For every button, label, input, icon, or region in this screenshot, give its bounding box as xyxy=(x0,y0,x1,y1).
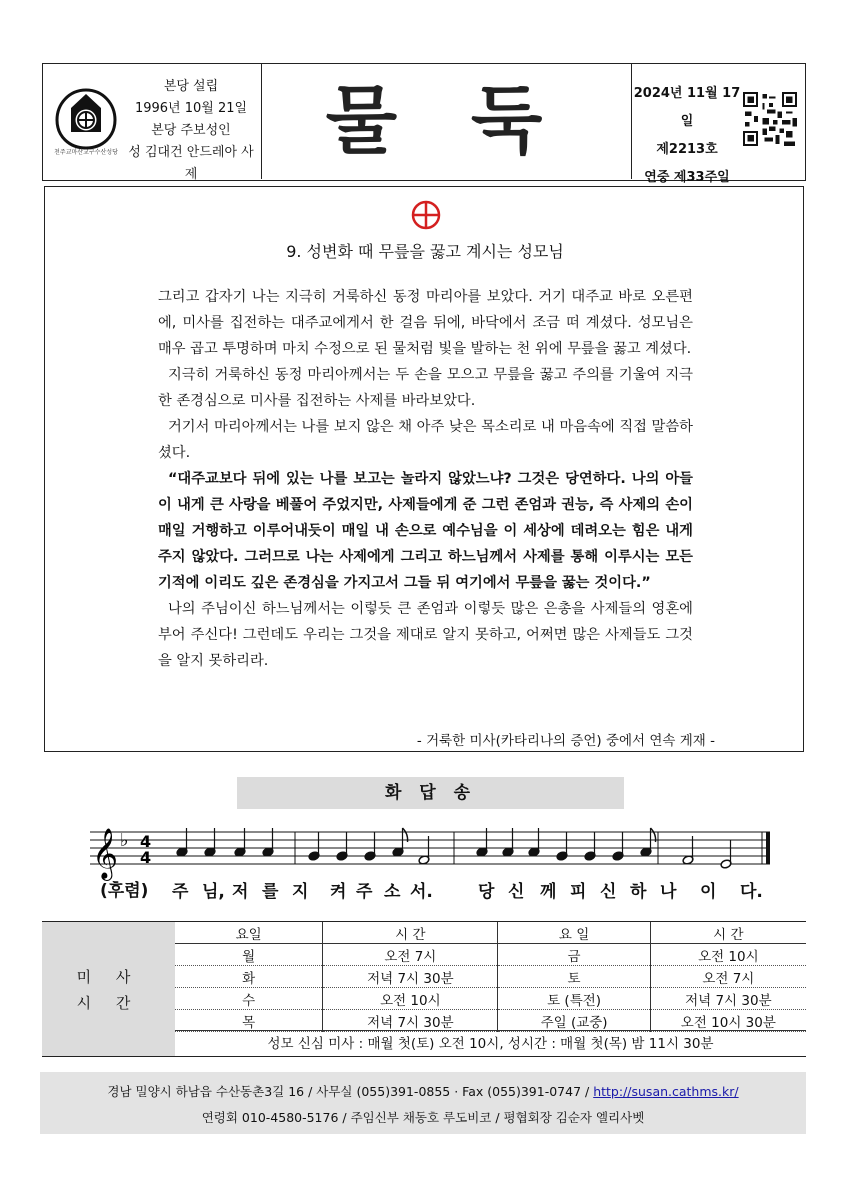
cell-day: 토 xyxy=(498,966,650,988)
note xyxy=(720,840,732,869)
lyric-syllable: 신 xyxy=(508,882,525,902)
cross-icon xyxy=(410,199,442,231)
note xyxy=(336,832,348,861)
lyric-syllable: 주 xyxy=(172,882,189,902)
devotion-note: 성모 신심 미사 : 매월 첫(토) 오전 10시, 성시간 : 매월 첫(목) 밤 11시 30분 xyxy=(175,1030,806,1057)
logo-ring-text: 천주교마산교구수산성당 xyxy=(54,149,118,156)
lyric-syllable: 신 xyxy=(600,882,617,902)
mass-times-grid xyxy=(175,921,806,1057)
lyric-syllable: 저 xyxy=(232,882,249,902)
bulletin-header xyxy=(42,63,806,185)
cell-time: 저녁 7시 30분 xyxy=(323,1010,498,1032)
mass-label-line: 미 사 xyxy=(76,968,141,986)
mass-label-line: 시 간 xyxy=(76,994,141,1012)
lyric-syllable: 이 xyxy=(700,882,717,902)
music-staff xyxy=(90,818,780,882)
lyric-syllable: 님, xyxy=(202,882,225,902)
cell-day: 금 xyxy=(498,944,650,966)
founding-line-2: 1996년 10월 21일 xyxy=(134,101,248,116)
cell-time: 오전 10시 30분 xyxy=(650,1010,806,1032)
reading-source: - 거룩한 미사(카타리나의 증언) 중에서 연속 게재 - xyxy=(416,733,715,749)
reading-quote: “대주교보다 뒤에 있는 나를 보고는 놀라지 않았느냐? 그것은 당연하다. 나의 아들이 내게 큰 사랑을 베풀어 주었지만, 사제들에게 준 그런 존엄과 권능, 즉 사제의 손이 매일 거행하고 이루어내듯이 매일 내 손으로 예수님을 이 세상에 데려오는 힘은 내게 주지 않았다. 그러므로 나는 사제에게 그리고 하느님께서 사제를 통해 이루시는 모든 기적에 이리도 깊은 존경심을 가지고서 그들 뒤 여기에서 무릎을 꿇는 것이다.” xyxy=(158,471,693,591)
lyric-syllable: 께 xyxy=(540,882,557,902)
parish-logo-icon xyxy=(51,86,121,156)
reading-paragraph: 나의 주님이신 하느님께서는 이렇듯 큰 존엄과 이렇듯 많은 은총을 사제들의 영혼에 부어 주신다! 그런데도 우리는 그것을 제대로 알지 못하고, 어쩌면 많은 사제들도 그것을 알지 못하리라. xyxy=(158,601,693,669)
lyric-syllable: 소 xyxy=(384,882,401,902)
table-row xyxy=(175,988,806,1010)
header-time: 시 간 xyxy=(650,922,806,944)
lyric-syllable: 피 xyxy=(570,882,587,902)
reading-paragraph: 지극히 거룩하신 동정 마리아께서는 두 손을 모으고 무릎을 꿇고 주의를 기울여 지극한 존경심으로 미사를 집전하는 사제를 바라보았다. xyxy=(158,367,693,409)
flat-sign-icon: ♭ xyxy=(120,830,129,851)
footer xyxy=(40,1072,806,1134)
issue-info xyxy=(633,80,741,192)
lyric-syllable: 당 xyxy=(478,882,495,902)
footer-address-line xyxy=(40,1082,806,1100)
lyric-syllable: 켜 xyxy=(330,882,347,902)
note xyxy=(556,832,568,861)
masthead-panel xyxy=(261,64,632,179)
header-time: 시 간 xyxy=(323,922,498,944)
final-barline xyxy=(766,832,770,864)
qr-code-icon[interactable] xyxy=(743,92,797,146)
header-day: 요일 xyxy=(175,922,323,944)
psalm-heading: 화 답 송 xyxy=(237,777,624,809)
founding-line-3: 본당 주보성인 xyxy=(151,123,231,138)
cell-day: 수 xyxy=(175,988,323,1010)
parish-website-link[interactable]: http://susan.cathms.kr/ xyxy=(593,1084,739,1099)
cell-day: 주일 (교중) xyxy=(498,1010,650,1032)
liturgical-week: 연중 제33주일 xyxy=(644,170,730,185)
refrain-label: (후렴) xyxy=(100,881,149,901)
table-row xyxy=(175,944,806,966)
lyric-syllable: 지 xyxy=(292,882,309,902)
table-header-row xyxy=(175,922,806,944)
header-day: 요 일 xyxy=(498,922,650,944)
lyric-syllable: 를 xyxy=(262,882,279,902)
cell-time: 저녁 7시 30분 xyxy=(650,988,806,1010)
issue-number: 제2213호 xyxy=(656,142,718,157)
founding-line-4: 성 김대건 안드레아 사제 xyxy=(128,145,254,182)
reading-paragraph: 거기서 마리아께서는 나를 보지 않은 채 아주 낮은 목소리로 내 마음속에 직접 말씀하셨다. xyxy=(158,419,693,461)
cell-day: 화 xyxy=(175,966,323,988)
reading-box xyxy=(44,186,804,752)
reading-body xyxy=(158,284,693,674)
cell-day: 토 (특전) xyxy=(498,988,650,1010)
note xyxy=(612,832,624,861)
mass-times-label xyxy=(42,964,175,1016)
lyric-syllable: 나 xyxy=(660,882,677,902)
mass-times xyxy=(42,921,806,1057)
mass-times-table xyxy=(175,922,806,1032)
footer-contacts: 연령회 010-4580-5176 / 주임신부 채동호 루도비코 / 평협회장 김순자 엘리사벳 xyxy=(201,1110,645,1125)
lyric-syllable: 주 xyxy=(356,882,373,902)
note xyxy=(308,832,320,861)
mass-times-label-cell xyxy=(42,921,175,1057)
founding-line-1: 본당 설립 xyxy=(163,79,219,94)
cell-day: 월 xyxy=(175,944,323,966)
reading-title: 9. 성변화 때 무릎을 꿇고 계시는 성모님 xyxy=(286,242,564,261)
founding-info xyxy=(125,76,257,186)
note xyxy=(584,832,596,861)
masthead-title: 물 둑 xyxy=(325,78,567,164)
table-row xyxy=(175,1010,806,1032)
issue-date: 2024년 11월 17일 xyxy=(633,86,741,129)
treble-clef-icon: 𝄞 xyxy=(92,828,119,879)
cell-day: 목 xyxy=(175,1010,323,1032)
note xyxy=(364,832,376,861)
parish-info-panel xyxy=(43,64,262,182)
cell-time: 저녁 7시 30분 xyxy=(323,966,498,988)
cell-time: 오전 7시 xyxy=(650,966,806,988)
lyric-syllable: 다. xyxy=(740,882,763,902)
lyric-syllable: 하 xyxy=(630,882,647,902)
footer-address: 경남 밀양시 하남읍 수산동촌3길 16 / 사무실 (055)391-0855 · Fax (055)391-0747 / xyxy=(107,1084,594,1099)
cell-time: 오전 10시 xyxy=(323,988,498,1010)
time-sig-top: 4 xyxy=(140,832,152,851)
lyric-syllable: 서. xyxy=(410,882,433,902)
table-row xyxy=(175,966,806,988)
time-sig-bottom: 4 xyxy=(140,848,152,867)
cell-time: 오전 7시 xyxy=(323,944,498,966)
reading-paragraph: 그리고 갑자기 나는 지극히 거룩하신 동정 마리아를 보았다. 거기 대주교 바로 오른편에, 미사를 집전하는 대주교에게서 한 걸음 뒤에, 바닥에서 조금 떠 계셨다. 성모님은 매우 곱고 투명하며 마치 수정으로 된 물처럼 빛을 발하는 천 위에 무릎을 꿇고 계셨다. xyxy=(158,289,693,357)
cell-time: 오전 10시 xyxy=(650,944,806,966)
